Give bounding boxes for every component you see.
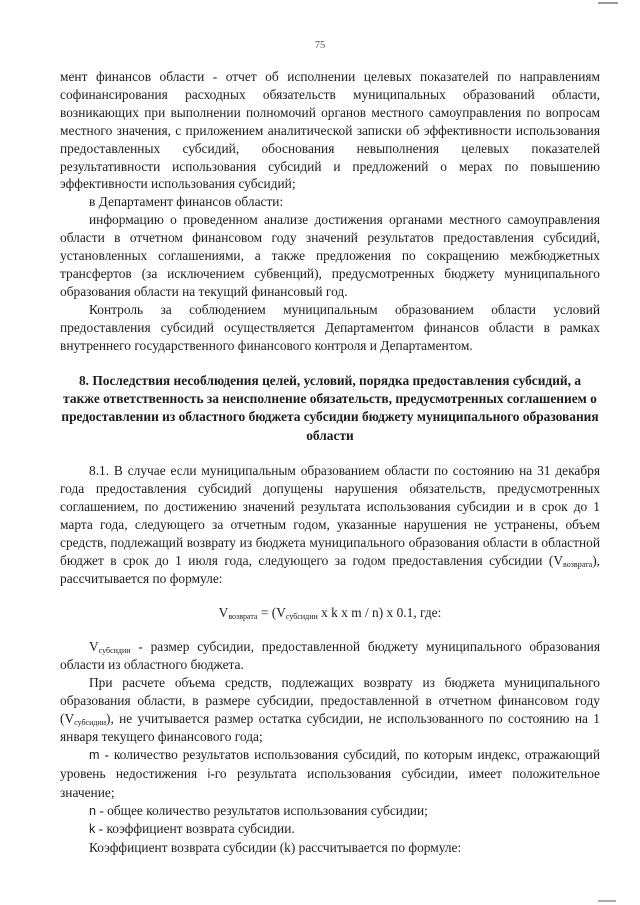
paragraph <box>60 462 600 587</box>
formula-symbol: i <box>207 766 211 781</box>
subscript: субсидии <box>98 646 131 656</box>
paragraph-text: При расчете объема средств, подлежащих возврату из бюджета муниципального образования области, в размере субсидии, предоставленной в отчетном финансовом году (V <box>60 675 600 726</box>
subscript: субсидии <box>74 718 107 727</box>
paragraph: Коэффициент возврата субсидии (k) рассчитывается по формуле: <box>89 840 462 856</box>
paragraph: мент финансов области - отчет об исполнении целевых показателей по направлениям софинансирования расходных обязательств муниципальных образований области, возникающих при выполнении полномочий органов местного самоуправления по вопросам местного значения, с приложением аналитической записки об эффективности использования предоставленных субсидий, обоснования невыполнения целевых показателей результативности использования субсидий и предложений о мерах по повышению эффективности использования субсидий; <box>60 69 600 192</box>
paragraph: в Департамент финансов области: <box>89 194 284 210</box>
page-number: 75 <box>314 40 326 51</box>
paragraph-text: ), не учитывается размер остатка субсидии, не использованного по состоянию на 1 января текущего финансового года; <box>60 711 600 744</box>
paragraph-text: - количество результатов использования субсидий, по которым индекс, отражающий уровень недостижения <box>60 746 600 781</box>
scan-artifact <box>598 900 616 902</box>
formula-symbol: n <box>89 803 97 818</box>
subscript: возврата <box>563 559 593 569</box>
document-body <box>60 68 600 857</box>
section-heading: 8. Последствия несоблюдения целей, условий, порядка предоставления субсидий, а также ответственность за неисполнение обязательств, предусмотренных соглашением о предоставлении из областного бюджета субсидии бюджету муниципального образования области <box>61 372 599 443</box>
subscript: субсидии <box>285 612 318 622</box>
paragraph <box>60 746 600 802</box>
formula-symbol: m <box>89 747 100 762</box>
formula-symbol: V <box>89 639 99 655</box>
paragraph-text: - размер субсидии, предоставленной бюджету муниципального образования области из областного бюджета. <box>60 639 600 673</box>
formula-text: x k x m / n) x 0.1, где: <box>317 605 442 621</box>
paragraph <box>60 638 600 674</box>
subscript: возврата <box>228 612 258 622</box>
paragraph <box>60 820 600 839</box>
formula-symbol: k <box>89 822 96 837</box>
paragraph-text: 8.1. В случае если муниципальным образованием области по состоянию на 31 декабря года предоставления субсидий допущены нарушения обязательств, предусмотренных соглашением, по достижению значений результата использования субсидии и в срок до 1 марта года, следующего за отчетным годом, указанные нарушения не устранены, объем средств, подлежащий возврату из бюджета муниципального образования области в областной бюджет в срок до 1 июля года, следующего за годом предоставления субсидии (V <box>60 463 600 568</box>
paragraph <box>60 674 600 746</box>
paragraph-text: - коэффициент возврата субсидии. <box>95 821 295 837</box>
scan-artifact <box>598 2 618 4</box>
formula-text: = (V <box>257 605 286 621</box>
paragraph-text: - общее количество результатов использования субсидии; <box>96 802 428 818</box>
paragraph: информацию о проведенном анализе достижения органами местного самоуправления области в отчетном финансовом году значений результатов предоставления субсидий, установленных соглашениями, а также предложения по сокращению межбюджетных трансфертов (за исключением субвенций), предусмотренных бюджету муниципального образования области на текущий финансовый год. <box>60 212 600 299</box>
paragraph-text: -го результата использования субсидии, имеет положительное значение; <box>60 765 600 800</box>
formula-symbol: V <box>218 605 229 621</box>
paragraph-text: ), рассчитывается по формуле: <box>60 552 600 586</box>
paragraph: Контроль за соблюдением муниципальным образованием области условий предоставления субсидий осуществляется Департаментом финансов области в рамках внутреннего государственного финансового контроля и Департаментом. <box>60 301 600 353</box>
formula <box>60 604 600 622</box>
paragraph <box>60 802 600 821</box>
